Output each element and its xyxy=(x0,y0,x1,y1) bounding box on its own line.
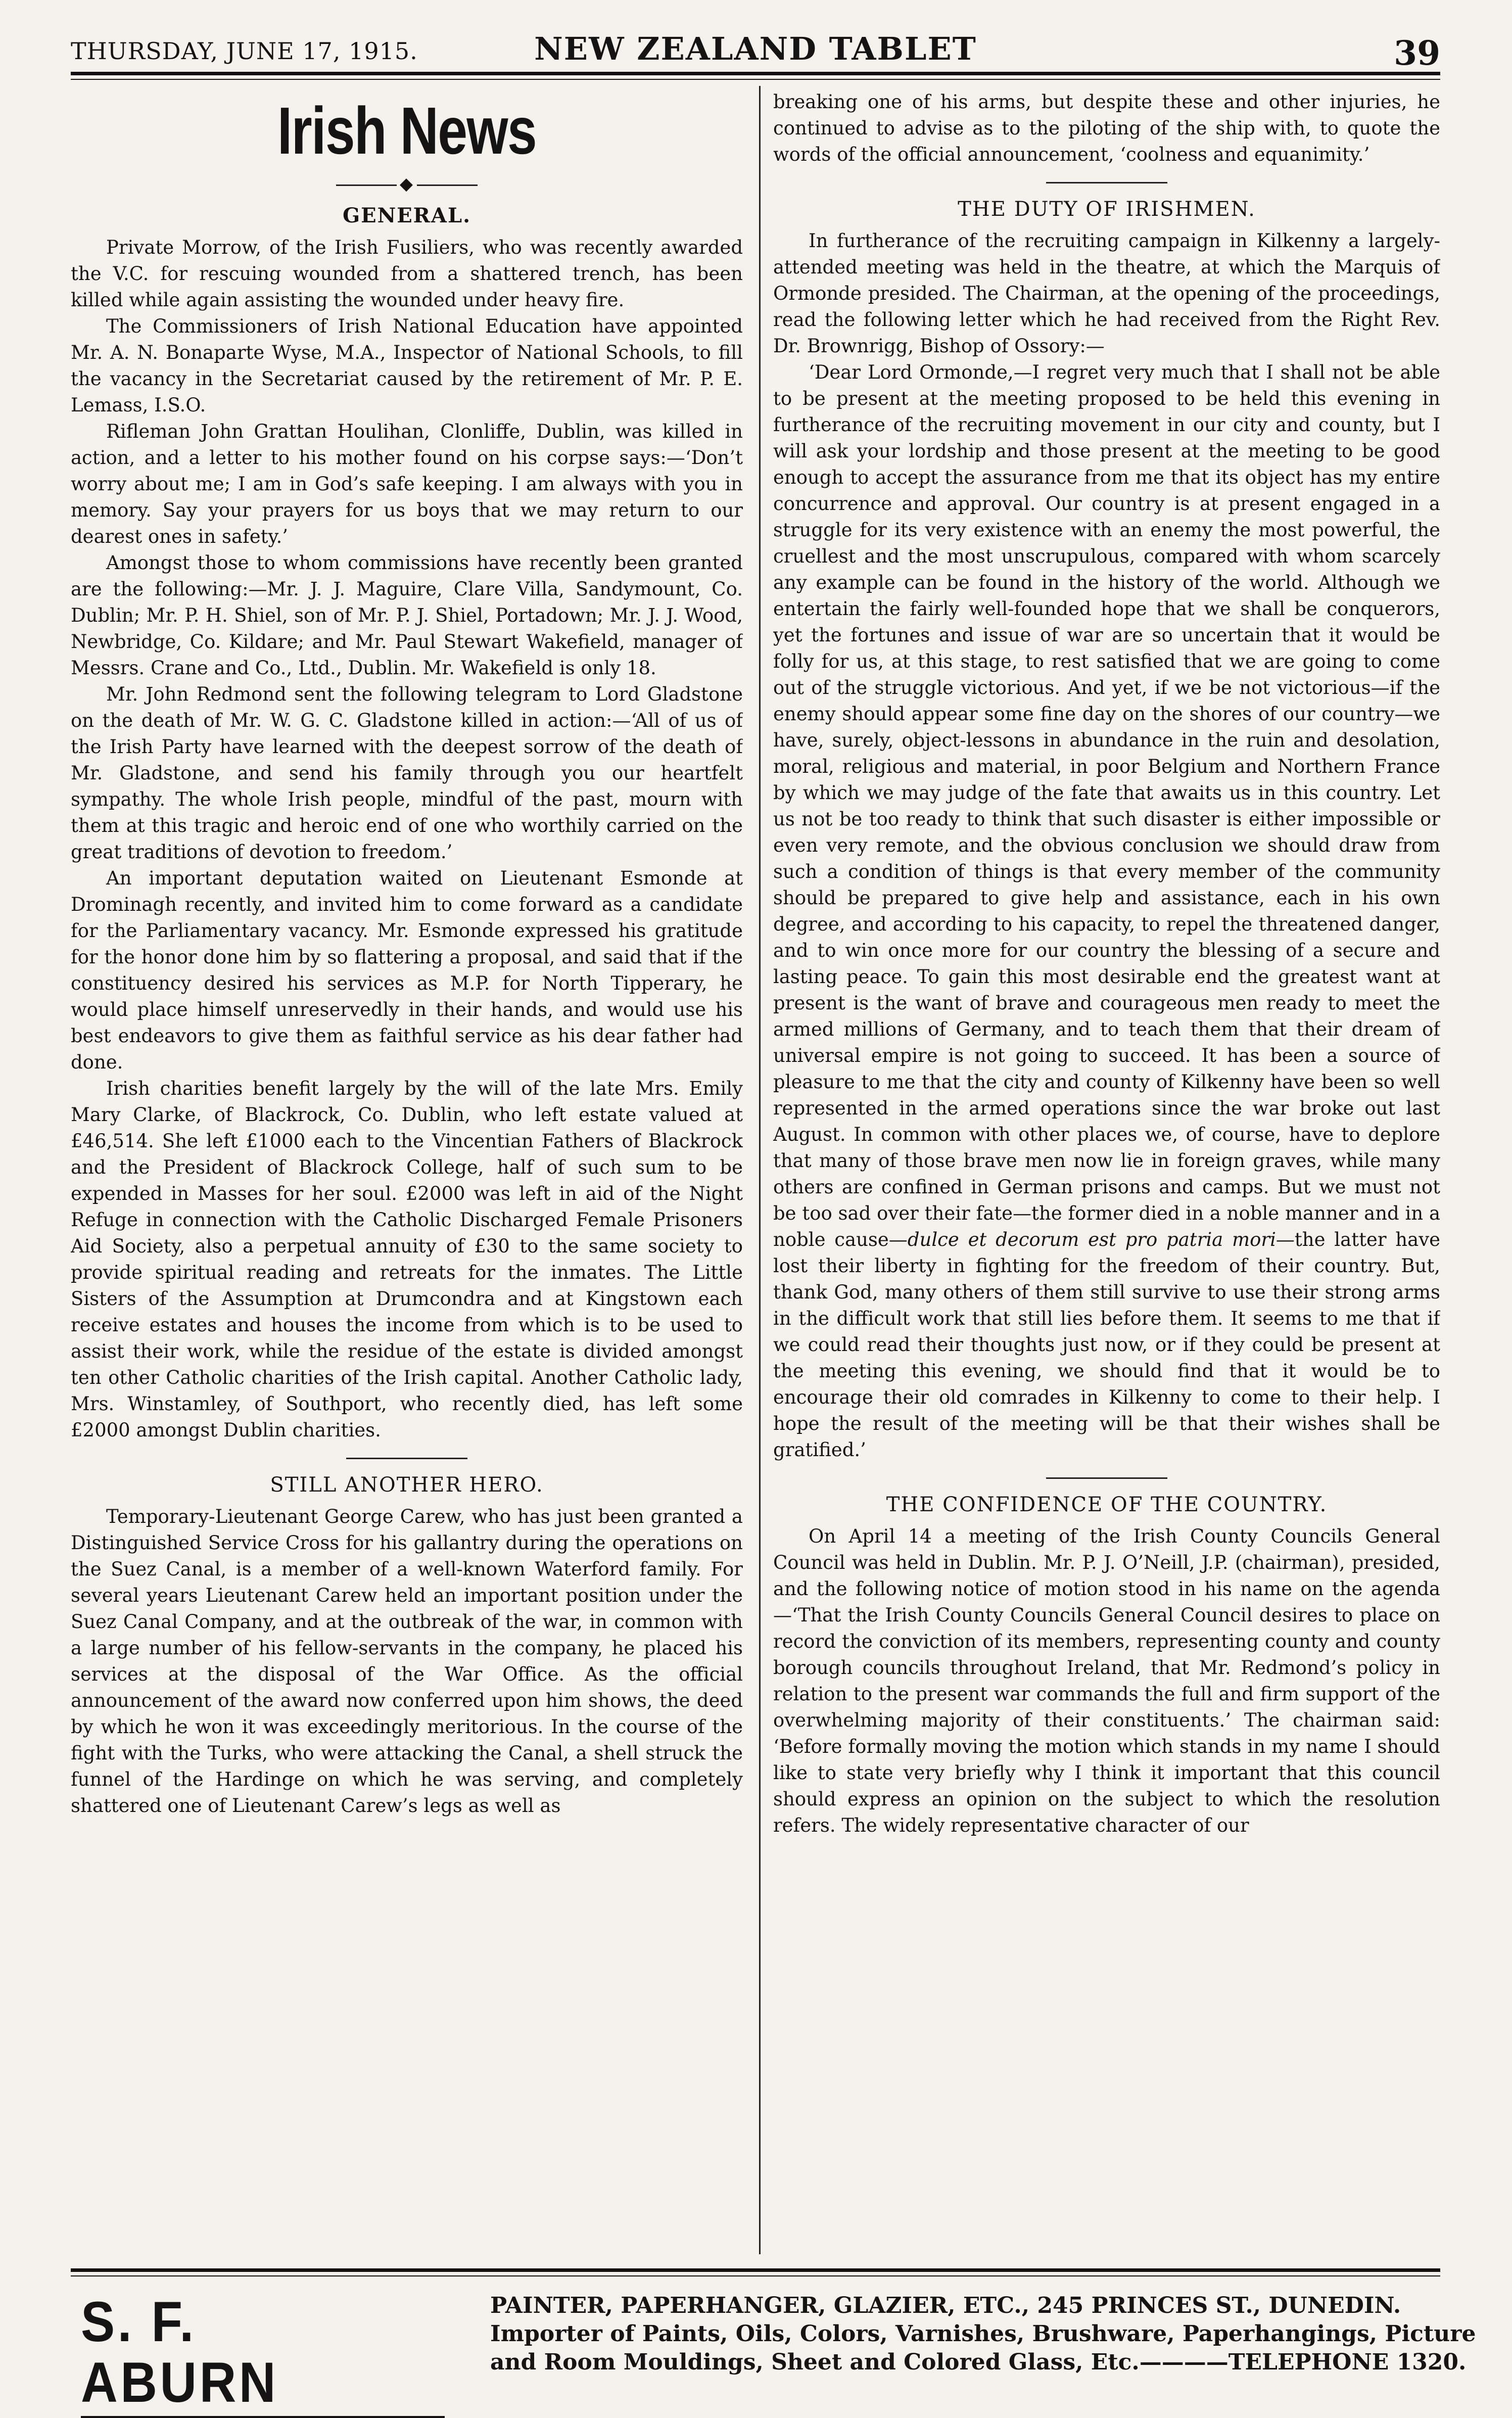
advert-rule xyxy=(71,2268,1440,2272)
advert-rule-thin xyxy=(71,2275,1440,2276)
news-paragraph: Irish charities benefit largely by the will of the late Mrs. Emily Mary Clarke, of Blackrock, Co. Dublin, who left estate valued at £46,514. She left £1000 each to the Vincentian Fathers of Blackrock and the President of Blackrock College, half of such sum to be expended in Masses for her soul. £2000 was left in aid of the Night Refuge in connection with the Catholic Discharged Female Prisoners Aid Society, also a perpetual annuity of £30 to the same society to provide spiritual reading and retreats for the inmates. The Little Sisters of the Assumption at Drumcondra and at Kingstown each receive estates and houses the income from which is to be used to assist their work, while the residue of the estate is divided amongst ten other Catholic charities of the Irish capital. Another Catholic lady, Mrs. Winstamley, of Southport, who recently died, has left some £2000 amongst Dublin charities. xyxy=(71,1078,743,1441)
advert-text xyxy=(490,2292,1476,2377)
advert-brand: S. F. ABURN xyxy=(81,2290,278,2414)
section-separator xyxy=(346,1458,467,1459)
news-paragraph: Amongst those to whom commissions have recently been granted are the following:—Mr. J. J. Maguire, Clare Villa, Sandymount, Co. Dublin; Mr. P. H. Shiel, son of Mr. P. J. Shiel, Portadown; Mr. J. J. Wood, Newbridge, Co. Kildare; and Mr. Paul Stewart Wakefield, manager of Messrs. Crane and Co., Ltd., Dublin. Mr. Wakefield is only 18. xyxy=(71,552,743,679)
title-ornament: ◆ xyxy=(71,174,743,194)
news-paragraph: Private Morrow, of the Irish Fusiliers, who was recently awarded the V.C. for rescuing wounded from a shattered trench, has been killed while again assisting the wounded under heavy fire. xyxy=(71,237,743,311)
advert-line-2: Importer of Paints, Oils, Colors, Varnishes, Brushware, Paperhangings, Picture xyxy=(490,2321,1476,2347)
newspaper-name: NEW ZEALAND TABLET xyxy=(534,30,977,67)
continued-paragraph: breaking one of his arms, but despite these and other injuries, he continued to advise as to the piloting of the ship with, to quote the words of the official announcement, ‘coolness and equanimity.’ xyxy=(773,91,1440,165)
news-paragraph: An important deputation waited on Lieutenant Esmonde at Drominagh recently, and invited him to come forward as a candidate for the Parliamentary vacancy. Mr. Esmonde expressed his gratitude for the honor done him by so flattering a proposal, and said that if the constituency desired his services as M.P. for North Tipperary, he would place himself unreservedly in their hands, and would use his best endeavors to give them as faithful service as his dear father had done. xyxy=(71,867,743,1073)
page-number: 39 xyxy=(1394,33,1440,73)
header-rule-thin xyxy=(71,79,1440,80)
letter-end: —the latter have lost their liberty in fighting for the freedom of their country. But, thank God, many others of them still survive to use their strong arms in the difficult work that still lies before them. It seems to me that if we could read their thoughts just now, or if they could be present at the meeting this evening, we should find that it would be to encourage their old comrades in Kilkenny to come to their help. I hope the result of the meeting will be that their wishes shall be gratified.’ xyxy=(773,1229,1440,1461)
letter-text: ‘Dear Lord Ormonde,—I regret very much that I shall not be able to be present at the meeting proposed to be held this evening in furtherance of the recruiting movement in our city and county, but I will ask your lordship and those present at the meeting to be good enough to accept the assurance from me that its object has my entire concurrence and approval. Our country is at present engaged in a struggle for its very existence with an enemy the most powerful, the cruellest and the most unscrupulous, compared with whom scarcely any example can be found in the history of the world. Although we entertain the fairly well-founded hope that we shall be conquerors, yet the fortunes and issue of war are so uncertain that it would be folly for us, at this stage, to rest satisfied that we are going to come out of the struggle victorious. And yet, if we be not victorious—if the enemy should appear some fine day on the shores of our country—we have, surely, object-lessons in abundance in the ruin and desolation, moral, religious and material, in poor Belgium and Northern France by which we may judge of the fate that awaits us in this country. Let us not be too ready to think that such disaster is either impossible or even very remote, and the obvious conclusion we should draw from such a condition of things is that every member of the community should be prepared to give help and assistance, each in his own degree, and according to his capacity, to repel the threatened danger, and to win once more for our country the blessing of a secure and lasting peace. To gain this most desirable end the greatest want at present is the want of brave and courageous men ready to meet the armed millions of Germany, and to teach them that their dream of universal empire is not going to succeed. It has been a source of pleasure to me that the city and county of Kilkenny have been so well represented in the armed operations since the war broke out last August. In common with other places we, of course, have to deplore that many of those brave men now lie in foreign graves, while many others are confined in German prisons and camps. But we must not be too sad over their fate—the former died in a noble manner and in a noble cause— xyxy=(773,361,1440,1250)
advertisement xyxy=(71,2285,1476,2414)
hero-heading: STILL ANOTHER HERO. xyxy=(270,1473,544,1497)
advert-brand-block xyxy=(81,2292,445,2418)
issue-date: THURSDAY, JUNE 17, 1915. xyxy=(71,37,418,65)
advert-line-3 xyxy=(490,2348,1467,2377)
news-paragraph: Mr. John Redmond sent the following telegram to Lord Gladstone on the death of Mr. W. G. C. Gladstone killed in action:—‘All of us of the Irish Party have learned with the deepest sorrow of the death of Mr. Gladstone, and send his family through you our heartfelt sympathy. The whole Irish people, mindful of the past, mourn with them at this tragic and heroic end of one who worthily carried on the great traditions of devotion to freedom.’ xyxy=(71,683,743,863)
advert-dash: ———— xyxy=(1139,2349,1228,2375)
confidence-paragraph: On April 14 a meeting of the Irish County Councils General Council was held in Dublin. Mr. P. J. O’Neill, J.P. (chairman), presided, and the following notice of motion stood in his name on the agenda—‘That the Irish County Councils General Council desires to place on record the conviction of its members, representing county and county borough councils throughout Ireland, that Mr. Redmond’s policy in relation to the present war commands the full and firm support of the overwhelming majority of their constituents.’ The chairman said: ‘Before formally moving the motion which stands in my name I should like to state very briefly why I think it important that this council should express an opinion on the subject to which the resolution refers. The widely representative character of our xyxy=(773,1525,1440,1836)
advert-line-3-text: and Room Mouldings, Sheet and Colored Glass, Etc. xyxy=(490,2349,1140,2375)
general-heading: GENERAL. xyxy=(342,204,471,227)
news-paragraph: The Commissioners of Irish National Education have appointed Mr. A. N. Bonaparte Wyse, M.A., Inspector of National Schools, to fill the vacancy in the Secretariat caused by the retirement of Mr. P. E. Lemass, I.S.O. xyxy=(71,315,743,416)
brand-underline xyxy=(81,2416,445,2418)
column-divider xyxy=(759,86,761,2254)
left-column xyxy=(71,91,743,2249)
page-header xyxy=(71,30,1440,71)
header-rule xyxy=(71,72,1440,75)
section-separator xyxy=(1046,182,1167,183)
duty-intro: In furtherance of the recruiting campaign in Kilkenny a largely-attended meeting was held in the theatre, at which the Marquis of Ormonde presided. The Chairman, at the opening of the proceedings, read the following letter which he had received from the Right Rev. Dr. Brownrigg, Bishop of Ossory:— xyxy=(773,230,1440,357)
duty-letter xyxy=(773,359,1440,1463)
advert-telephone: TELEPHONE 1320. xyxy=(1228,2349,1467,2375)
section-separator xyxy=(1046,1477,1167,1479)
right-column xyxy=(773,89,1440,2247)
hero-paragraph: Temporary-Lieutenant George Carew, who has just been granted a Distinguished Service Cross for his gallantry during the operations on the Suez Canal, is a member of a well-known Waterford family. For several years Lieutenant Carew held an important position under the Suez Canal Company, and at the outbreak of the war, in common with a large number of his fellow-servants in the company, he placed his services at the disposal of the War Office. As the official announcement of the award now conferred upon him shows, the deed by which he won it was exceedingly meritorious. In the course of the fight with the Turks, who were attacking the Canal, a shell struck the funnel of the Hardinge on which he was serving, and completely shattered one of Lieutenant Carew’s legs as well as xyxy=(71,1506,743,1817)
confidence-heading: THE CONFIDENCE OF THE COUNTRY. xyxy=(886,1493,1328,1516)
section-title: Irish News xyxy=(277,94,537,168)
advert-line-1: PAINTER, PAPERHANGER, GLAZIER, ETC., 245 PRINCES ST., DUNEDIN. xyxy=(490,2293,1401,2318)
news-paragraph: Rifleman John Grattan Houlihan, Clonliffe, Dublin, was killed in action, and a letter to his mother found on his corpse says:—‘Don’t worry about me; I am in God’s safe keeping. I am always with you in memory. Say your prayers for us boys that we may return to our dearest ones in safety.’ xyxy=(71,421,743,547)
duty-heading: THE DUTY OF IRISHMEN. xyxy=(958,198,1256,221)
latin-quote: dulce et decorum est pro patria mori xyxy=(907,1229,1276,1250)
